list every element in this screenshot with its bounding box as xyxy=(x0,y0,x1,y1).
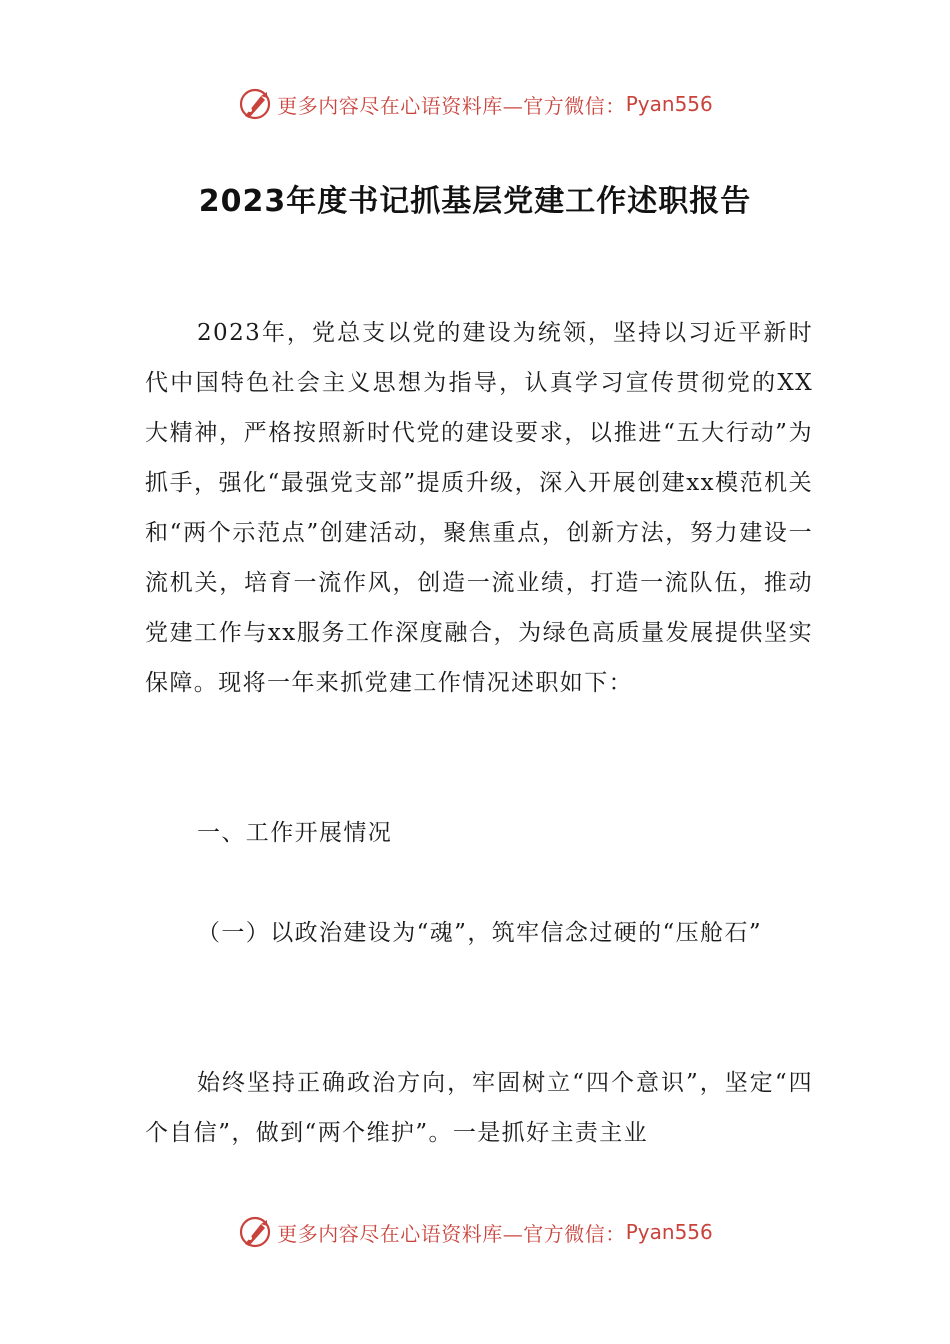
footer-watermark xyxy=(0,1212,950,1252)
subsection-heading: （一）以政治建设为“魂”，筑牢信念过硬的“压舱石” xyxy=(197,920,763,946)
section-heading: 一、工作开展情况 xyxy=(197,820,393,846)
watermark-text: 更多内容尽在心语资料库—官方微信： xyxy=(277,1221,626,1246)
watermark-text: 更多内容尽在心语资料库—官方微信： xyxy=(277,93,626,118)
document-title: 2023年度书记抓基层党建工作述职报告 xyxy=(198,184,752,219)
body-paragraph: 始终坚持正确政治方向，牢固树立“四个意识”，坚定“四个自信”，做到“两个维护”。一是抓好主责主业 xyxy=(145,1070,813,1146)
pen-nib-logo-icon xyxy=(237,86,273,122)
pen-nib-logo-icon xyxy=(237,1214,273,1250)
intro-paragraph: 2023年，党总支以党的建设为统领，坚持以习近平新时代中国特色社会主义思想为指导，认真学习宣传贯彻党的XX大精神，严格按照新时代党的建设要求，以推进“五大行动”为抓手，强化“最强党支部”提质升级，深入开展创建xx模范机关和“两个示范点”创建活动，聚焦重点，创新方法，努力建设一流机关，培育一流作风，创造一流业绩，打造一流队伍，推动党建工作与xx服务工作深度融合，为绿色高质量发展提供坚实保障。现将一年来抓党建工作情况述职如下： xyxy=(145,320,813,696)
header-watermark xyxy=(0,84,950,124)
watermark-wechat-id: Pyan556 xyxy=(625,92,713,116)
watermark-wechat-id: Pyan556 xyxy=(625,1220,713,1244)
